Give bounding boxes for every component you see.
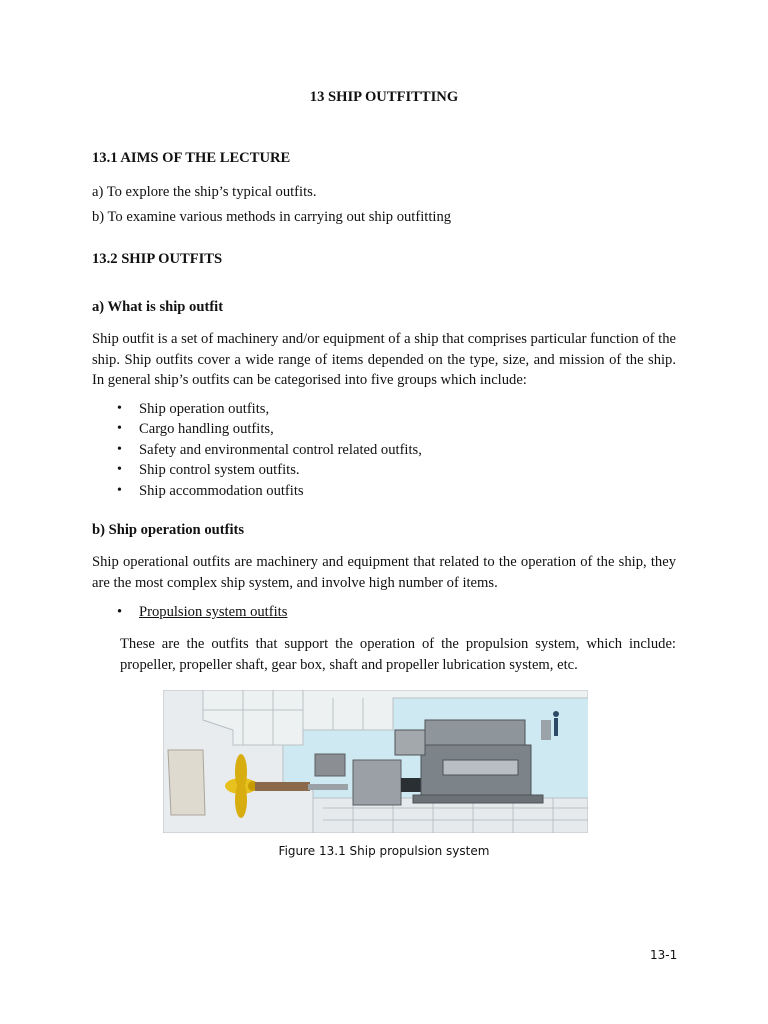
- paragraph-outfit-definition: Ship outfit is a set of machinery and/or equipment of a ship that comprises particular function of the ship. Ship outfits cover a wide range of items depended on the type, size, and mission of the ship. In general ship’s outfits can be categorised into five groups which include:: [92, 331, 677, 388]
- bullet-icon: •: [117, 482, 122, 498]
- list-item: • Ship control system outfits.: [92, 460, 422, 480]
- ship-propulsion-figure: [163, 690, 588, 833]
- list-item: • Safety and environmental control related outfits,: [92, 440, 422, 460]
- section-heading-aims: 13.1 AIMS OF THE LECTURE: [92, 150, 291, 166]
- page-title: 13 SHIP OUTFITTING: [309, 89, 459, 105]
- bullet-icon: •: [117, 421, 122, 437]
- section-heading-outfits: 13.2 SHIP OUTFITS: [92, 251, 223, 267]
- bullet-icon: •: [117, 441, 122, 457]
- aim-item-a: a) To explore the ship’s typical outfits.: [92, 184, 317, 200]
- list-item: • Cargo handling outfits,: [92, 419, 422, 439]
- subheading-ship-operation-outfits: b) Ship operation outfits: [92, 522, 245, 538]
- gear-box: [353, 760, 401, 805]
- figure-caption: Figure 13.1 Ship propulsion system: [278, 844, 490, 858]
- propeller-shaft: [308, 784, 348, 790]
- coupling: [401, 778, 421, 792]
- aim-item-b: b) To examine various methods in carrying out ship outfitting: [92, 209, 452, 225]
- list-item: • Ship accommodation outfits: [92, 481, 422, 501]
- page-number: 13-1: [650, 948, 678, 962]
- bullet-icon: •: [117, 604, 123, 620]
- bullet-icon: •: [117, 462, 122, 478]
- paragraph-operation-outfits: Ship operational outfits are machinery and equipment that related to the operation of the ship, they are the most complex ship system, and involve high number of items.: [92, 554, 676, 591]
- outfit-group-list: [92, 399, 422, 501]
- auxiliary-motor: [315, 754, 345, 776]
- subheading-what-is-outfit: a) What is ship outfit: [92, 299, 224, 315]
- list-item: • Ship operation outfits,: [92, 399, 422, 419]
- propulsion-bullet-label: Propulsion system outfits: [139, 604, 288, 620]
- stern-tube: [255, 782, 310, 791]
- rudder: [168, 750, 205, 815]
- bullet-icon: •: [117, 401, 122, 416]
- paragraph-propulsion-outfits: These are the outfits that support the operation of the propulsion system, which include: propeller, propeller shaft, gear box, shaft and propeller lubrication system, etc.: [120, 636, 676, 673]
